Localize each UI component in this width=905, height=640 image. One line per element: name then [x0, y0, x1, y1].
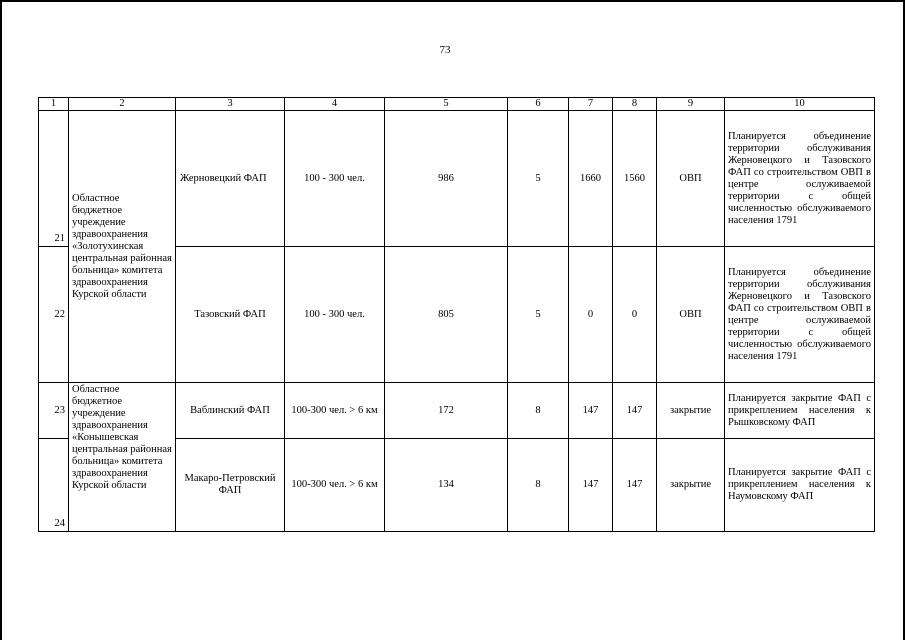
- row-number: 24: [39, 439, 69, 532]
- plan-description: Планируется закрытие ФАП с прикреплением населения к Рышковскому ФАП: [725, 383, 875, 439]
- value-cell: 1560: [613, 111, 657, 247]
- value-cell: 0: [613, 247, 657, 383]
- facility-name: Макаро-Петровский ФАП: [176, 439, 285, 532]
- header-cell: 3: [176, 98, 285, 111]
- facility-table: [38, 97, 875, 532]
- value-cell: 134: [385, 439, 508, 532]
- header-cell: 5: [385, 98, 508, 111]
- header-cell: 2: [69, 98, 176, 111]
- header-cell: 4: [285, 98, 385, 111]
- value-cell: 5: [508, 247, 569, 383]
- table-row: [39, 111, 875, 247]
- header-row: [39, 98, 875, 111]
- population-cell: 100-300 чел. > 6 км: [285, 383, 385, 439]
- plan-description: Планируется закрытие ФАП с прикреплением населения к Наумовскому ФАП: [725, 439, 875, 532]
- value-cell: 0: [569, 247, 613, 383]
- value-cell: 147: [613, 383, 657, 439]
- header-cell: 6: [508, 98, 569, 111]
- facility-name: Тазовский ФАП: [176, 247, 285, 383]
- action-cell: ОВП: [657, 111, 725, 247]
- organization-cell: Областное бюджетное учреждение здравоохранения «Конышевская центральная районная больница» комитета здравоохранения Курской области: [69, 383, 176, 532]
- facility-name: Ваблинский ФАП: [176, 383, 285, 439]
- value-cell: 147: [569, 383, 613, 439]
- action-cell: ОВП: [657, 247, 725, 383]
- value-cell: 147: [613, 439, 657, 532]
- population-cell: 100 - 300 чел.: [285, 247, 385, 383]
- page-number: 73: [439, 44, 451, 56]
- value-cell: 172: [385, 383, 508, 439]
- header-cell: 8: [613, 98, 657, 111]
- row-number: 21: [39, 111, 69, 247]
- header-cell: 7: [569, 98, 613, 111]
- plan-description: Планируется объединение территории обслуживания Жерновецкого и Тазовского ФАП со строительством ОВП в центре ослуживаемой территории с общей численностью обслуживаемого населения 1791: [725, 111, 875, 247]
- population-cell: 100-300 чел. > 6 км: [285, 439, 385, 532]
- row-number: 23: [39, 383, 69, 439]
- value-cell: 986: [385, 111, 508, 247]
- page-edge-top: [0, 0, 905, 2]
- value-cell: 805: [385, 247, 508, 383]
- action-cell: закрытие: [657, 439, 725, 532]
- header-cell: 10: [725, 98, 875, 111]
- header-cell: 1: [39, 98, 69, 111]
- value-cell: 1660: [569, 111, 613, 247]
- action-cell: закрытие: [657, 383, 725, 439]
- value-cell: 8: [508, 383, 569, 439]
- plan-description: Планируется объединение территории обслуживания Жерновецкого и Тазовского ФАП со строительством ОВП в центре ослуживаемой территории с общей численностью обслуживаемого населения 1791: [725, 247, 875, 383]
- value-cell: 8: [508, 439, 569, 532]
- facility-name: Жерновецкий ФАП: [176, 111, 285, 247]
- row-number: 22: [39, 247, 69, 383]
- header-cell: 9: [657, 98, 725, 111]
- page-edge-left: [0, 0, 2, 640]
- table-row: [39, 383, 875, 439]
- value-cell: 147: [569, 439, 613, 532]
- population-cell: 100 - 300 чел.: [285, 111, 385, 247]
- organization-cell: Областное бюджетное учреждение здравоохранения «Золотухинская центральная районная больница» комитета здравоохранения Курской области: [69, 111, 176, 383]
- value-cell: 5: [508, 111, 569, 247]
